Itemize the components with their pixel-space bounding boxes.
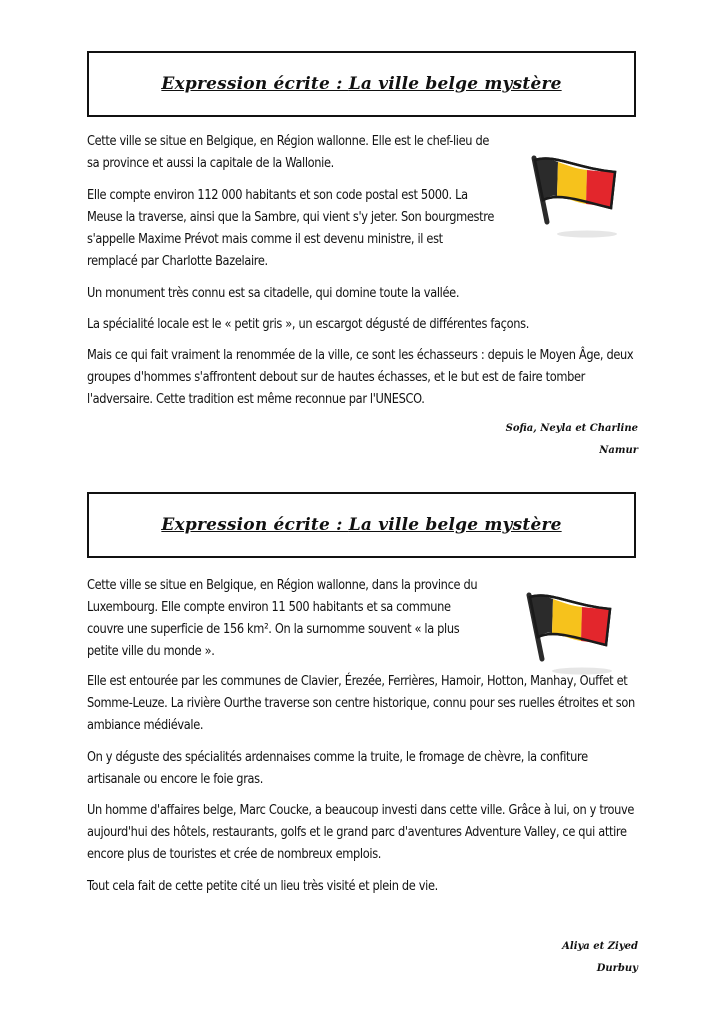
- belgium-flag-icon: [525, 150, 625, 240]
- title-topic: La ville belge mystère: [348, 515, 562, 535]
- title-box-2: [87, 492, 636, 558]
- city-answer: Durbuy: [596, 963, 638, 974]
- authors-signature: Sofia, Neyla et Charline: [505, 423, 638, 434]
- page-title: [161, 515, 561, 535]
- title-box-1: [87, 51, 636, 117]
- paragraph-1: Cette ville se situe en Belgique, en Région wallonne. Elle est le chef-lieu de sa province et aussi la capitale de la Wallonie.: [87, 134, 490, 171]
- paragraph-2: Elle compte environ 112 000 habitants et son code postal est 5000. La Meuse la traverse, ainsi que la Sambre, qui vient s'y jeter. Son bourgmestre s'appelle Maxime Prévot mais comme il est devenu ministre, il est remplacé par Charlotte Bazelaire.: [87, 188, 494, 269]
- page-title: [161, 74, 561, 94]
- paragraph-4: La spécialité locale est le « petit gris », un escargot dégusté de différentes façons.: [87, 317, 530, 332]
- authors-signature: Aliya et Ziyed: [562, 941, 638, 952]
- paragraph-2: Elle est entourée par les communes de Clavier, Érezée, Ferrières, Hamoir, Hotton, Manhay, Ouffet et Somme-Leuze. La rivière Ourthe traverse son centre historique, connu pour ses ruelles étroites et son ambiance médiévale.: [87, 674, 635, 733]
- paragraph-3: Un monument très connu est sa citadelle, qui domine toute la vallée.: [87, 286, 460, 301]
- title-topic: La ville belge mystère: [348, 74, 562, 94]
- city-answer: Namur: [599, 445, 638, 456]
- paragraph-3: On y déguste des spécialités ardennaises comme la truite, le fromage de chèvre, la confiture artisanale ou encore le foie gras.: [87, 750, 588, 787]
- title-label: Expression écrite :: [161, 74, 349, 94]
- belgium-flag-icon: [520, 587, 620, 677]
- paragraph-1: Cette ville se situe en Belgique, en Région wallonne, dans la province du Luxembourg. Elle compte environ 11 500 habitants et sa commune couvre une superficie de 156 km². On la surnomme souvent « la plus petite ville du monde ».: [87, 578, 478, 659]
- title-label: Expression écrite :: [161, 515, 349, 535]
- paragraph-5: Tout cela fait de cette petite cité un lieu très visité et plein de vie.: [87, 879, 438, 894]
- paragraph-5: Mais ce qui fait vraiment la renommée de la ville, ce sont les échasseurs : depuis le Moyen Âge, deux groupes d'hommes s'affrontent debout sur de hautes échasses, et le but est de faire tomber l'adversaire. Cette tradition est même reconnue par l'UNESCO.: [87, 348, 634, 407]
- paragraph-4: Un homme d'affaires belge, Marc Coucke, a beaucoup investi dans cette ville. Grâce à lui, on y trouve aujourd'hui des hôtels, restaurants, golfs et le grand parc d'aventures Adventure Valley, ce qui attire encore plus de touristes et crée de nombreux emplois.: [87, 803, 635, 862]
